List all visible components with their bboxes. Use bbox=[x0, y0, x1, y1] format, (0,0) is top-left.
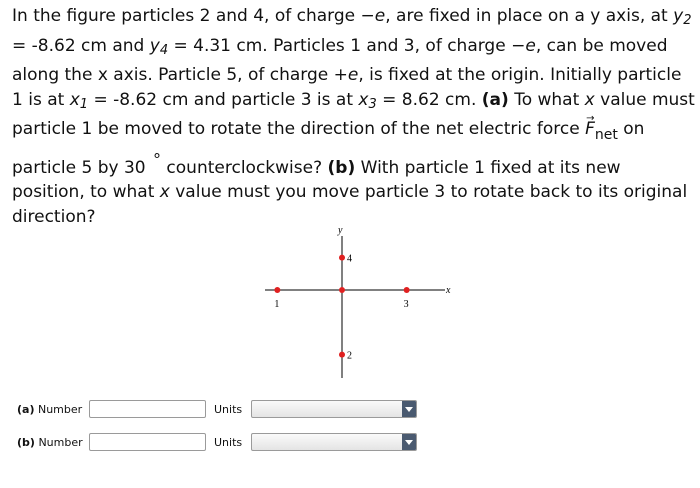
force-vector-symbol: → F bbox=[585, 117, 595, 142]
particle-label-3: 3 bbox=[403, 299, 409, 310]
chevron-down-icon[interactable] bbox=[402, 434, 416, 450]
answer-a-label bbox=[17, 403, 89, 416]
force-subscript: net bbox=[594, 127, 618, 143]
degree-symbol: ° bbox=[153, 149, 162, 169]
answer-b-label bbox=[17, 436, 89, 449]
x-axis-label: x bbox=[446, 285, 451, 296]
y4-variable: y bbox=[149, 35, 160, 56]
charge-symbol: e bbox=[347, 65, 359, 85]
part-a-tag: (a) bbox=[17, 402, 35, 416]
particle-label-4: 4 bbox=[347, 253, 352, 265]
units-label: Units bbox=[214, 402, 243, 416]
text-segment: = 8.62 cm. bbox=[376, 89, 482, 110]
number-label: Number bbox=[38, 435, 83, 449]
x3-variable: x bbox=[358, 89, 369, 110]
answer-a-units-select[interactable] bbox=[251, 400, 417, 418]
x1-variable: x bbox=[69, 89, 80, 110]
text-segment: In the figure particles 2 and 4, of charge − bbox=[12, 6, 375, 26]
answer-a-number-input[interactable] bbox=[89, 400, 206, 418]
x-variable: x bbox=[584, 89, 595, 110]
part-b-tag: (b) bbox=[17, 435, 35, 449]
units-label: Units bbox=[214, 435, 243, 449]
particle-1 bbox=[274, 287, 280, 293]
answer-b-units-select[interactable] bbox=[251, 433, 417, 451]
answer-row-b bbox=[17, 430, 417, 454]
number-label: Number bbox=[37, 402, 83, 416]
part-b-marker: (b) bbox=[327, 157, 356, 178]
particle-4 bbox=[339, 255, 345, 261]
y2-subscript: 2 bbox=[683, 13, 692, 28]
charge-symbol: e bbox=[525, 35, 536, 56]
chevron-down-icon[interactable] bbox=[402, 401, 416, 417]
text-segment: counterclockwise? bbox=[161, 157, 328, 178]
particle-origin bbox=[339, 287, 345, 293]
text-segment: , is fixed at the origin. Initially particle 1 is at bbox=[12, 65, 682, 110]
text-segment: value must particle 1 be moved to rotate the direction of the net electric force bbox=[12, 89, 695, 139]
text-segment: = -8.62 cm and particle 3 is at bbox=[88, 89, 359, 110]
part-a-marker: (a) bbox=[481, 89, 509, 110]
x1-subscript: 1 bbox=[79, 96, 89, 112]
particle-label-2: 2 bbox=[347, 350, 352, 362]
x-variable: x bbox=[159, 182, 170, 202]
particle-label-1: 1 bbox=[274, 299, 280, 310]
text-segment: value must you move particle 3 to rotate back to its original direction? bbox=[12, 182, 688, 227]
text-segment: , are fixed in place on a y axis, at bbox=[385, 6, 674, 26]
text-segment: on particle 5 by 30 bbox=[12, 119, 645, 178]
text-segment: = -8.62 cm and bbox=[12, 35, 150, 56]
text-segment: To what bbox=[508, 89, 585, 110]
y-axis-label: y bbox=[338, 225, 343, 236]
charge-symbol: e bbox=[374, 6, 386, 26]
answer-b-number-input[interactable] bbox=[89, 433, 206, 451]
text-segment: = 4.31 cm. Particles 1 and 3, of charge − bbox=[168, 35, 526, 56]
x3-subscript: 3 bbox=[368, 96, 377, 112]
text-segment: With particle 1 fixed at its new position, to what bbox=[12, 157, 621, 202]
y4-subscript: 4 bbox=[159, 42, 169, 58]
text-segment: , can be moved along the x axis. Particle 5, of charge + bbox=[12, 35, 668, 85]
y2-variable: y bbox=[673, 6, 684, 26]
answer-row-a bbox=[17, 397, 417, 421]
particle-3 bbox=[404, 287, 410, 293]
particle-2 bbox=[339, 352, 345, 358]
